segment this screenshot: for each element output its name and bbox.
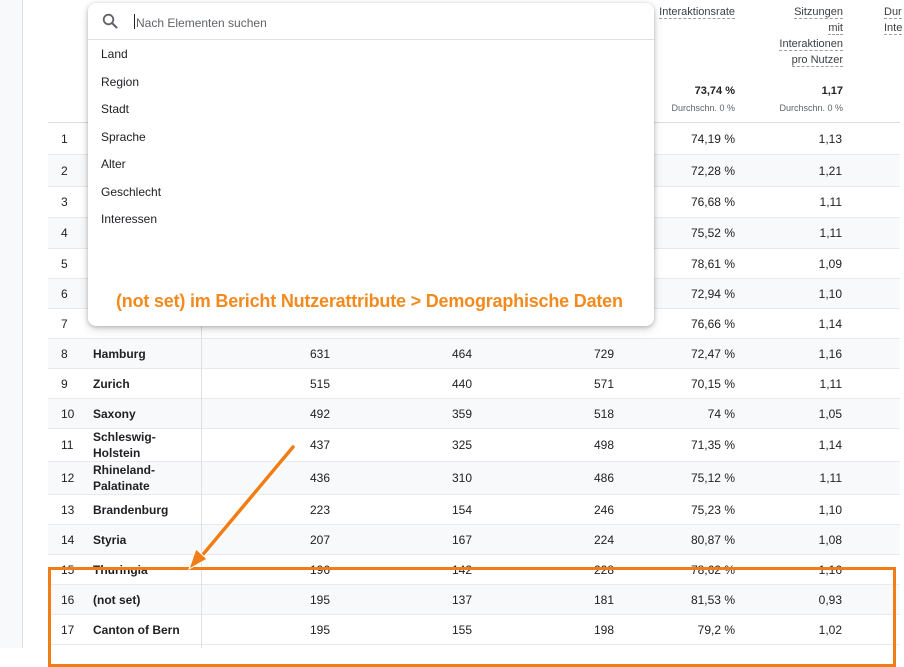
row-index: 1 [61,132,68,146]
cell-engaged-sessions-per-user: 0,93 [818,592,842,607]
row-dimension-name: Rhineland-Palatinate [93,463,155,493]
table-row[interactable] [48,462,900,495]
header-line: Interaktionen [779,38,843,50]
cell-new-users: 142 [451,562,472,577]
row-index: 2 [61,163,68,178]
header-line: mit [828,22,843,34]
row-index: 15 [61,562,75,577]
cell-engagement-rate: 72,28 % [690,163,735,178]
cell-engaged-sessions: 246 [593,502,614,517]
cell-engaged-sessions-per-user: 1,21 [818,163,842,178]
table-row[interactable] [48,369,900,399]
row-index: 11 [61,438,74,452]
cell-engaged-sessions: 486 [593,471,614,485]
header-avg-engagement-time[interactable] [884,4,904,36]
cell-users: 207 [309,532,330,547]
dropdown-item-alter[interactable]: Alter [101,157,126,171]
cell-engaged-sessions-per-user: 1,05 [818,406,842,421]
total-engagement-rate: 73,74 % [694,85,735,97]
dropdown-item-geschlecht[interactable]: Geschlecht [101,185,162,199]
highlight-box [48,567,896,667]
header-line: Dur [884,6,902,18]
cell-engaged-sessions-per-user: 1,11 [819,471,842,485]
cell-engaged-sessions: 498 [593,438,614,452]
cell-new-users: 325 [451,438,472,452]
dimension-dropdown [88,3,654,326]
cell-engaged-sessions-per-user: 1,09 [818,256,842,271]
row-dimension-name: Saxony [93,406,136,421]
cell-new-users: 310 [451,471,472,485]
row-index: 13 [61,502,75,517]
cell-engaged-sessions: 181 [593,592,614,607]
dropdown-item-stadt[interactable]: Stadt [101,102,130,116]
row-dimension-name: Canton of Bern [93,622,180,637]
avg-engaged-sessions-per-user: Durchschn. 0 % [779,103,843,113]
cell-engagement-rate: 78,62 % [690,562,735,577]
row-index: 6 [61,286,68,301]
cell-engagement-rate: 75,23 % [690,502,735,517]
cell-users: 515 [309,376,330,391]
cell-engaged-sessions-per-user: 1,14 [818,438,842,452]
cell-engaged-sessions-per-user: 1,16 [818,562,842,577]
row-dimension-name: Hamburg [93,346,146,361]
row-index: 8 [61,346,68,361]
table-row[interactable] [48,399,900,429]
cell-new-users: 154 [451,502,472,517]
cell-users: 195 [309,592,330,607]
dropdown-item-interessen[interactable]: Interessen [101,212,158,226]
table-row[interactable] [48,495,900,525]
total-engaged-sessions-per-user: 1,17 [821,85,843,97]
cell-engagement-rate: 75,12 % [690,471,735,485]
row-index: 7 [61,316,68,331]
dropdown-search-row [88,3,654,40]
cell-engagement-rate: 79,2 % [697,622,735,637]
row-index: 10 [61,406,75,421]
cell-engagement-rate: 74,19 % [690,132,735,146]
cell-engaged-sessions: 224 [593,532,614,547]
cell-engaged-sessions-per-user: 1,14 [818,316,842,331]
dropdown-item-region[interactable]: Region [101,75,140,89]
cell-engaged-sessions-per-user: 1,11 [819,195,842,209]
search-icon [102,13,118,29]
cell-engagement-rate: 76,66 % [690,316,735,331]
cell-new-users: 440 [451,376,472,391]
row-index: 14 [61,532,75,547]
table-row[interactable] [48,525,900,555]
cell-engaged-sessions-per-user: 1,13 [818,132,842,146]
row-dimension-name: Schleswig-Holstein [93,430,156,460]
header-line: Inte [884,22,903,34]
cell-engagement-rate: 72,94 % [690,286,735,301]
cell-new-users: 359 [451,406,472,421]
cell-new-users: 167 [451,532,472,547]
cell-new-users: 155 [451,622,472,637]
cell-users: 196 [309,562,330,577]
cell-engaged-sessions-per-user: 1,16 [818,346,842,361]
avg-engagement-rate: Durchschn. 0 % [671,103,735,113]
table-row[interactable] [48,429,900,462]
cell-engaged-sessions-per-user: 1,11 [819,376,842,391]
cell-users: 492 [309,406,330,421]
row-dimension-name: Thuringia [93,562,148,577]
row-dimension-name: (not set) [93,592,141,607]
cell-engagement-rate: 71,35 % [690,438,735,452]
table-row[interactable] [48,339,900,369]
cell-engagement-rate: 78,61 % [690,256,735,271]
cell-engaged-sessions-per-user: 1,10 [818,286,842,301]
cell-users: 195 [309,622,330,637]
cell-engagement-rate: 80,87 % [690,532,735,547]
row-dimension-name: Zurich [93,376,130,391]
row-index: 12 [61,471,75,485]
cell-engaged-sessions-per-user: 1,02 [818,622,842,637]
row-index: 16 [61,592,75,607]
cell-engagement-rate: 74 % [707,406,735,421]
cell-new-users: 464 [451,346,472,361]
cell-engagement-rate: 81,53 % [690,592,735,607]
cell-engagement-rate: 75,52 % [690,226,735,240]
cell-users: 436 [309,471,330,485]
cell-engaged-sessions: 198 [593,622,614,637]
cell-engagement-rate: 76,68 % [690,195,735,209]
cell-users: 223 [309,502,330,517]
header-engagement-rate[interactable] [640,4,735,20]
cell-engaged-sessions-per-user: 1,10 [818,502,842,517]
cell-engagement-rate: 72,47 % [690,346,735,361]
row-index: 17 [61,622,75,637]
cell-engaged-sessions: 571 [593,376,614,391]
row-index: 5 [61,256,68,271]
cell-engaged-sessions: 228 [593,562,614,577]
row-index: 3 [61,195,68,209]
row-index: 4 [61,226,68,240]
row-dimension-name: Styria [93,532,127,547]
row-index: 9 [61,376,68,391]
cell-engaged-sessions: 729 [593,346,614,361]
left-gutter [0,0,23,648]
search-input[interactable] [134,12,618,34]
cell-engagement-rate: 70,15 % [690,376,735,391]
cell-engaged-sessions-per-user: 1,11 [819,226,842,240]
header-engagement-rate-title: Interaktionsrate [659,6,735,18]
annotation-text: (not set) im Bericht Nutzerattribute > Demographische Daten [116,291,623,311]
cell-users: 631 [309,346,330,361]
header-line: Sitzungen [794,6,843,18]
header-engaged-sessions-per-user[interactable] [745,4,843,68]
dropdown-item-land[interactable]: Land [101,47,128,61]
dropdown-item-sprache[interactable]: Sprache [101,130,146,144]
cell-new-users: 137 [451,592,472,607]
cell-engaged-sessions: 518 [593,406,614,421]
cell-users: 437 [309,438,330,452]
header-line: pro Nutzer [791,54,843,66]
row-dimension-name: Brandenburg [93,502,169,517]
cell-engaged-sessions-per-user: 1,08 [818,532,842,547]
